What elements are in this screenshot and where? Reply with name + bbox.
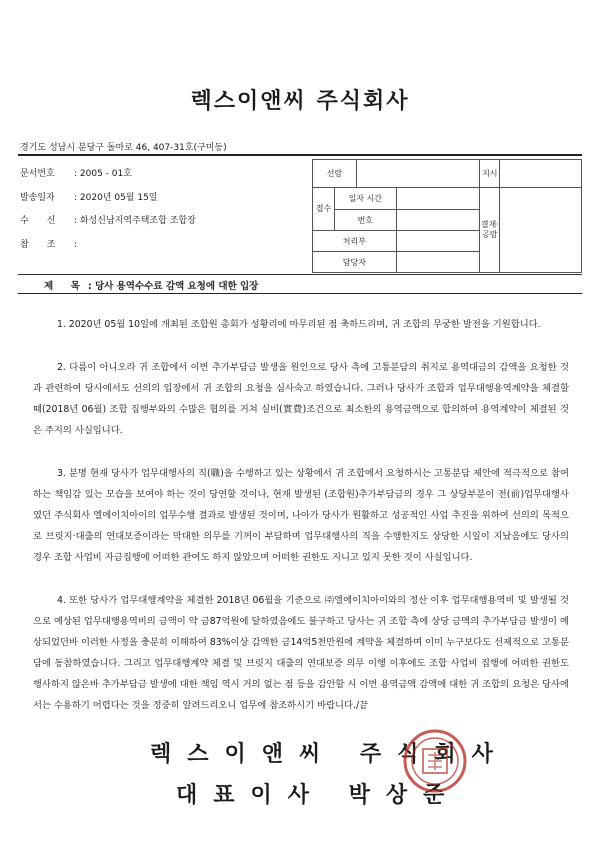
gyeoljae-label: 결재·공람 bbox=[480, 220, 499, 239]
beonho-value bbox=[396, 210, 480, 231]
approval-box bbox=[312, 159, 582, 273]
ilja-cell bbox=[334, 188, 396, 210]
signature-ceo: 대표이사 박상준 bbox=[176, 783, 461, 808]
subject-line bbox=[44, 278, 258, 292]
subject-bottom-rule bbox=[18, 293, 582, 294]
recipient: : 화성신남지역주택조합 조합장 bbox=[74, 216, 196, 226]
subject-top-rule bbox=[18, 274, 582, 275]
recipient-row bbox=[20, 213, 196, 226]
seonlam-cell bbox=[313, 160, 357, 188]
reference-row bbox=[20, 237, 77, 250]
jeopsu-label: 접수 bbox=[315, 204, 332, 213]
send-date: : 2020년 05월 15일 bbox=[74, 193, 158, 203]
signature-company: 렉스이앤씨 주식회사 bbox=[150, 742, 509, 767]
send-date-row bbox=[20, 190, 158, 203]
company-address: 경기도 성남시 분당구 돌마로 46, 407-31호(구미동) bbox=[20, 143, 227, 153]
damdangja-value bbox=[396, 252, 480, 273]
ilja-value bbox=[396, 188, 480, 210]
ilja-sigan-label: 일자 시간 bbox=[348, 194, 383, 203]
doc-number-row bbox=[20, 166, 132, 179]
send-date-label: 발송일자 bbox=[20, 193, 55, 203]
beonho-cell bbox=[334, 210, 396, 231]
seonlam-value bbox=[356, 160, 480, 188]
subject-label: 제 목 bbox=[44, 281, 84, 292]
damdangja-cell bbox=[313, 252, 397, 273]
cheoribu-value bbox=[396, 231, 480, 252]
paragraph-4: 4. 또한 당사가 업무대행계약을 체결한 2018년 06월을 기준으로 ㈜엘에이치아이와의 정산 이후 업무대행용역비 및 발생될 것으로 예상된 업무대행용역비의 금액이 약 금87억원에 달하였음에도 불구하고 당사는 귀 조합 측에 상당 금액의 추가부담금 발생이 예상되었던바 이러한 사정을 충분히 이해하여 83%이상 감액한 금14억5천만원에 계약을 체결하며 이미 누구보다도 선제적으로 고통분담에 동참하였습니다. 그리고 업무대행계약 체결 및 브릿지 대출의 연대보증 의무 이행 이후에도 조합 사업비 집행에 어떠한 권한도 행사하지 않은바 추가부담금 발생에 대한 책임 역시 거의 없는 점 등을 감안할 시 이번 용역금액 감액에 대한 귀 조합의 요청은 당사에서는 수용하기 어렵다는 것을 정중히 알려드리오니 업무에 참조하시기 바랍니다./끝 bbox=[33, 595, 569, 711]
doc-number: : 2005 - 01호 bbox=[74, 169, 132, 179]
letter-body bbox=[33, 314, 569, 738]
ji-label: 지시 bbox=[482, 168, 498, 178]
seonlam-label: 선람 bbox=[326, 168, 343, 178]
reference-label: 참 조 bbox=[20, 240, 56, 250]
recipient-label: 수 신 bbox=[20, 216, 56, 226]
paragraph-2: 2. 다름이 아니오라 귀 조합에서 이번 추가부담금 발생을 원인으로 당사 측에 고통분담의 취지로 용역대금의 감액을 요청한 것과 관련하여 당사에서도 선의의 입장에서 귀 조합의 요청을 심사숙고 하였습니다. 그러나 당사가 조합과 업무대행용역계약을 체결할 때(2018년 06월) 조합 집행부와의 수많은 협의를 거쳐 실비(實費)조건으로 최소한의 용역금액으로 합의하여 용역계약이 체결된 것은 주지의 사실입니다. bbox=[33, 362, 569, 436]
paragraph-3: 3. 분명 현재 당사가 업무대행사의 직(職)을 수행하고 있는 상황에서 귀 조합에서 요청하시는 고통분담 제안에 적극적으로 참여하는 책임감 있는 모습을 보여야 하는 것이 당연할 것이나, 현재 발생된 (조합원)추가부담금의 경우 그 상당부분이 전(前)업무대행사였던 주식회사 엘에이치아이의 업무수행 결과로 발생된 것이며, 나아가 당사가 원활하고 성공적인 사업 추진을 위하여 선의의 목적으로 브릿지·대출의 연대보증이라는 막대한 의무를 기꺼이 부담하며 업무대행사의 직을 수행한지도 상당한 시일이 지났음에도 당사의 경우 조합 사업비 자금집행에 어떠한 관여도 하지 않았으며 어떠한 권한도 지니고 있지 못한 것이 사실입니다. bbox=[33, 468, 569, 563]
header-divider bbox=[18, 154, 582, 156]
subject-text: : 당사 용역수수료 감액 요청에 대한 입장 bbox=[87, 281, 259, 292]
gyeoljae-value bbox=[500, 188, 582, 273]
gyeoljae-cell bbox=[480, 188, 500, 273]
ji-value bbox=[500, 160, 582, 188]
ji-cell bbox=[480, 160, 500, 188]
paragraph-1: 1. 2020년 05월 10일에 개최된 조합원 총회가 성황리에 마무리된 점 축하드리며, 귀 조합의 무궁한 발전을 기원합니다. bbox=[57, 319, 541, 330]
cheoribu-cell bbox=[313, 231, 397, 252]
reference: : bbox=[74, 240, 78, 250]
beonho-label: 번호 bbox=[357, 215, 374, 225]
damdangja-label: 담당자 bbox=[342, 257, 366, 267]
company-title: 렉스이앤씨 주식회사 bbox=[190, 89, 410, 114]
company-seal-icon bbox=[402, 728, 468, 794]
doc-number-label: 문서번호 bbox=[20, 169, 55, 179]
cheoribu-label: 처리부 bbox=[342, 236, 366, 246]
jeopsu-cell bbox=[313, 188, 335, 231]
